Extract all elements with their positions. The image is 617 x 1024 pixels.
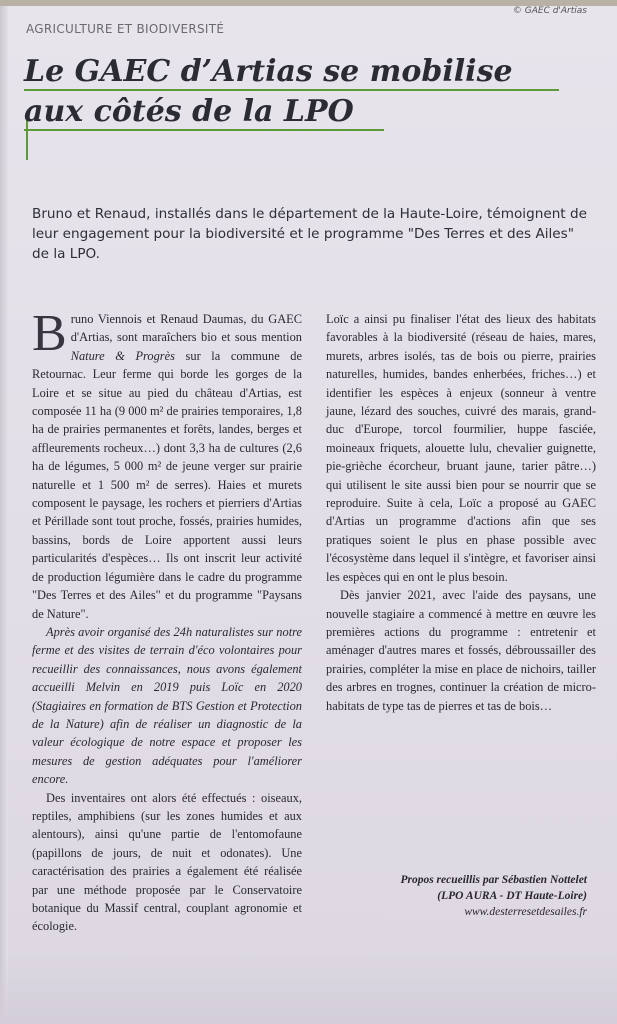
section-rubric: AGRICULTURE ET BIODIVERSITÉ — [26, 22, 225, 36]
title-underline-2 — [24, 129, 384, 131]
title-line-1-text: Le GAEC d’Artias se mobilise — [24, 54, 513, 89]
article-title — [24, 52, 584, 132]
paragraph-quote: Après avoir organisé des 24h naturalistes sur notre ferme et des visites de terrain d'éco volontaires pour recueillir des connaissances, nous avons également accueilli Melvin en 2019 puis Loïc en 2020 (Stagiaires en formation de BTS Gestion et Protection de la Nature) afin de réaliser un diagnostic de la valeur écologique de notre espace et proposer les mesures de gestion adéquates pour l'améliorer encore. — [32, 624, 302, 787]
signature-organization: (LPO AURA - DT Haute-Loire) — [437, 890, 587, 902]
article-lead: Bruno et Renaud, installés dans le département de la Haute-Loire, témoignent de leur engagement pour la biodiversité et le programme "Des Terres et des Ailes" de la LPO. — [32, 206, 587, 262]
title-underline-1 — [24, 89, 559, 91]
article-column-right — [326, 310, 596, 715]
page-gutter-shadow — [0, 6, 8, 1024]
brand-mention: Nature & Progrès — [70, 348, 175, 363]
title-line-1 — [24, 52, 584, 92]
page-bottom-shade — [0, 954, 617, 1024]
article-signature — [400, 872, 587, 920]
drop-cap: B — [32, 305, 67, 362]
paragraph-habitats: Loïc a ainsi pu finaliser l'état des lieux des habitats favorables à la biodiversité (réseau de haies, mares, murets, arbres isolés, tas de bois ou pierre, prairies naturelles, humides, bandes enherbées, friches…) et identifier les espèces à enjeux (sonneur à ventre jaune, lézard des souches, cuivré des marais, grand-duc d'Europe, torcol fourmilier, huppe fasciée, moineaux friquets, alouette lulu, chevalier guignette, pie-grièche écorcheur, bruant jaune, tarier pâtre…) qui utilisent le site aussi bien pour se nourrir que se reproduire. Suite à cela, Loïc a proposé au GAEC d'Artias un programme d'actions afin que ses pratiques soient le plus en phase possible avec l'écosystème dans lequel il s'intègre, et favoriser ainsi les espèces qui en ont le plus besoin. — [326, 312, 596, 584]
photo-credit: © GAEC d'Artias — [512, 6, 587, 16]
paragraph-intro — [32, 305, 302, 623]
title-line-2-text: aux côtés de la LPO — [24, 94, 354, 129]
paragraph-inventories: Des inventaires ont alors été effectués : oiseaux, reptiles, amphibiens (sur les zones humides et aux alentours), ainsi qu'une partie de l'entomofaune (papillons de jours, de nuit et odonates). Une caractérisation des prairies a également été réalisée par une méthode proposée par le Conservatoire botanique du Massif central, couplant agronomie et écologie. — [32, 790, 302, 934]
paragraph-actions: Dès janvier 2021, avec l'aide des paysans, une nouvelle stagiaire a commencé à mettre en œuvre les premières actions du programme : entretenir et aménager d'autres mares et fossés, débroussailler des prairies, compléter la mise en place de nichoirs, tailler des arbres en trognes, continuer la création de micro-habitats de type tas de pierres et tas de bois… — [326, 588, 596, 713]
signature-author: Propos recueillis par Sébastien Nottelet — [400, 874, 587, 886]
intro-text-a: runo Viennois et Renaud Daumas, du GAEC d'Artias, sont maraîchers bio et sous mention — [70, 312, 302, 345]
intro-text-b: sur la commune de Retournac. Leur ferme qui borde les gorges de la Loire et se situe au pied du château d'Artias, est composée 11 ha (9 000 m² de prairies temporaires, 1,8 ha de prairies permanentes et forêts, landes, berges et affleurements rocheux…) dont 3,3 ha de cultures (2,6 ha de légumes, 5 000 m² de jeune verger sur prairie naturelle et 1 500 m² de serres). Haies et murets composent le paysage, les rochers et pierriers d'Artias et Périllade sont tout proche, fossés, prairies humides, bassins, bords de Loire apportent aussi leurs particularités d'espèces… Ils ont inscrit leur activité de production légumière dans le cadre du programme "Des Terres et des Ailes" et du programme "Paysans de Nature". — [32, 348, 302, 621]
title-line-2 — [24, 92, 584, 132]
website-link[interactable]: www.desterresetdesailes.fr — [464, 906, 587, 918]
article-column-left — [32, 305, 302, 936]
